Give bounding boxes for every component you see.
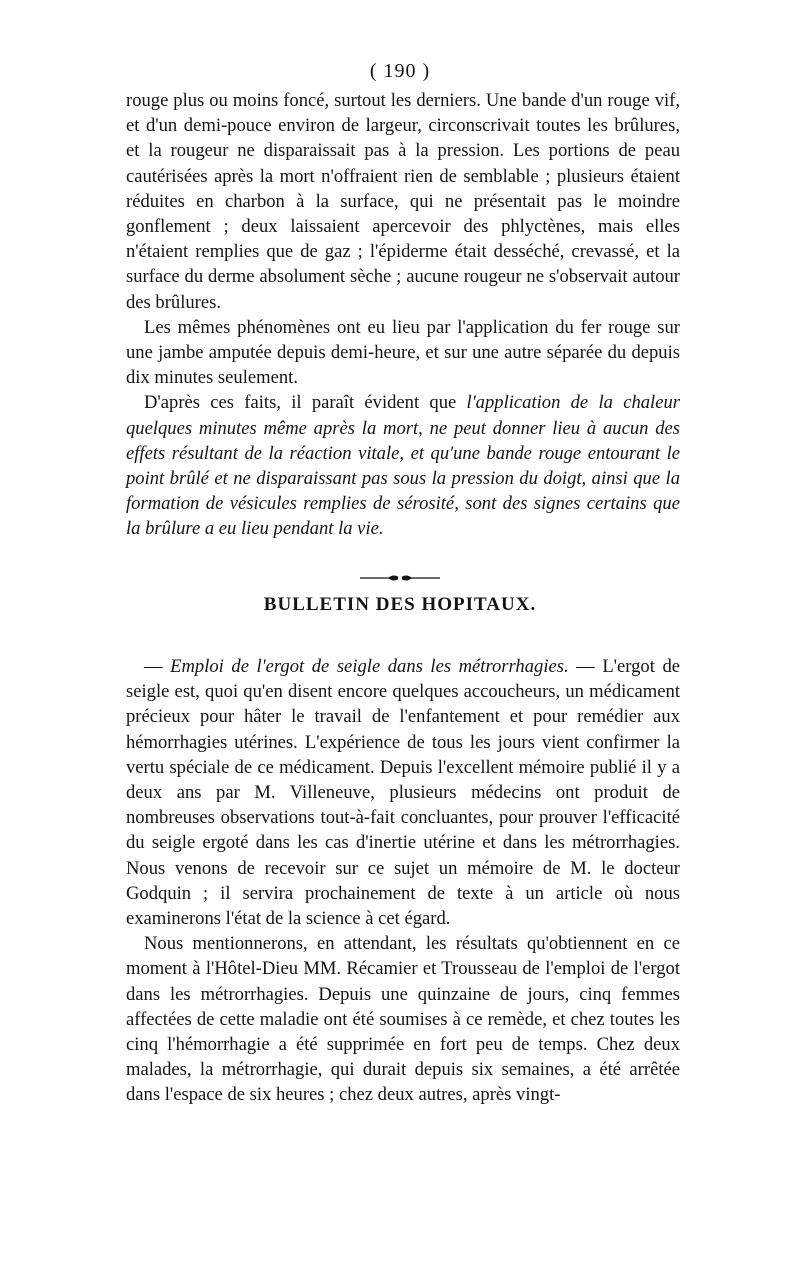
bulletin-section <box>126 654 680 1108</box>
entry-title-italic: Emploi de l'ergot de seigle dans les métrorrhagies. <box>170 656 569 677</box>
paragraph-ergot-intro <box>126 654 680 931</box>
paragraph-amputated-leg: Les mêmes phénomènes ont eu lieu par l'application du fer rouge sur une jambe amputée depuis demi-heure, et sur une autre séparée du depuis dix minutes seulement. <box>126 316 680 389</box>
paragraph-burn-observations: rouge plus ou moins foncé, surtout les derniers. Une bande d'un rouge vif, et d'un demi-pouce environ de largeur, circonscrivait toutes les brûlures, et la rougeur ne disparaissait pas à la pression. Les portions de peau cautérisées après la mort n'offraient rien de semblable ; plusieurs étaient réduites en charbon à la surface, qui ne présentait pas le moindre gonflement ; deux laissaient apercevoir des phlyctènes, mais elles n'étaient remplies que de gaz ; l'épiderme était desséché, crevassé, et la surface du derme absolument sèche ; aucune rougeur ne s'observait autour des brûlures. <box>126 90 680 313</box>
article-continuation <box>126 88 680 542</box>
paragraph-hotel-dieu-results: Nous mentionnerons, en attendant, les résultats qu'obtiennent en ce moment à l'Hôtel-Dieu MM. Récamier et Trousseau de l'emploi de l'ergot dans les métrorrhagies. Depuis une quinzaine de jours, cinq femmes affectées de cette maladie ont été soumises à ce remède, et chez toutes les cinq l'hémorrhagie a été supprimée en fort peu de temps. Chez deux malades, la métrorrhagie, qui durait depuis six semaines, a été arrêtée dans l'espace de six heures ; chez deux autres, après vingt- <box>126 933 680 1106</box>
section-separator-ornament <box>0 568 800 587</box>
page-number: ( 190 ) <box>369 60 431 82</box>
ornament-rule-icon <box>358 573 442 583</box>
entry-dash: — <box>144 656 171 677</box>
entry-body-text: — L'ergot de seigle est, quoi qu'en disent encore quelques accoucheurs, un médicament précieux pour hâter le travail de l'enfantement et pour remédier aux hémorrhagies utérines. L'expérience de tous les jours vient confirmer la vertu spéciale de ce médicament. Depuis l'excellent mémoire publié il y a deux ans par M. Villeneuve, plusieurs médecins ont produit de nombreuses observations tout-à-fait concluantes, pour prouver l'efficacité du seigle ergoté dans les cas d'inertie utérine et dans les métrorrhagies. Nous venons de recevoir sur ce sujet un mémoire de M. le docteur Godquin ; il servira prochainement de texte à un article où nous examinerons l'état de la science à cet égard. <box>126 656 680 930</box>
paragraph-conclusion <box>126 390 680 541</box>
bulletin-heading: BULLETIN DES HOPITAUX. <box>263 594 537 615</box>
conclusion-italic-text: l'application de la chaleur quelques minutes même après la mort, ne peut donner lieu à aucun des effets résultant de la réaction vitale, et qu'une bande rouge entourant le point brûlé et ne disparaissant pas sous la pression du doigt, ainsi que la formation de vésicules remplies de sérosité, sont des signes certains que la brûlure a eu lieu pendant la vie. <box>126 392 680 540</box>
conclusion-lead-text: D'après ces faits, il paraît évident que <box>144 392 467 414</box>
